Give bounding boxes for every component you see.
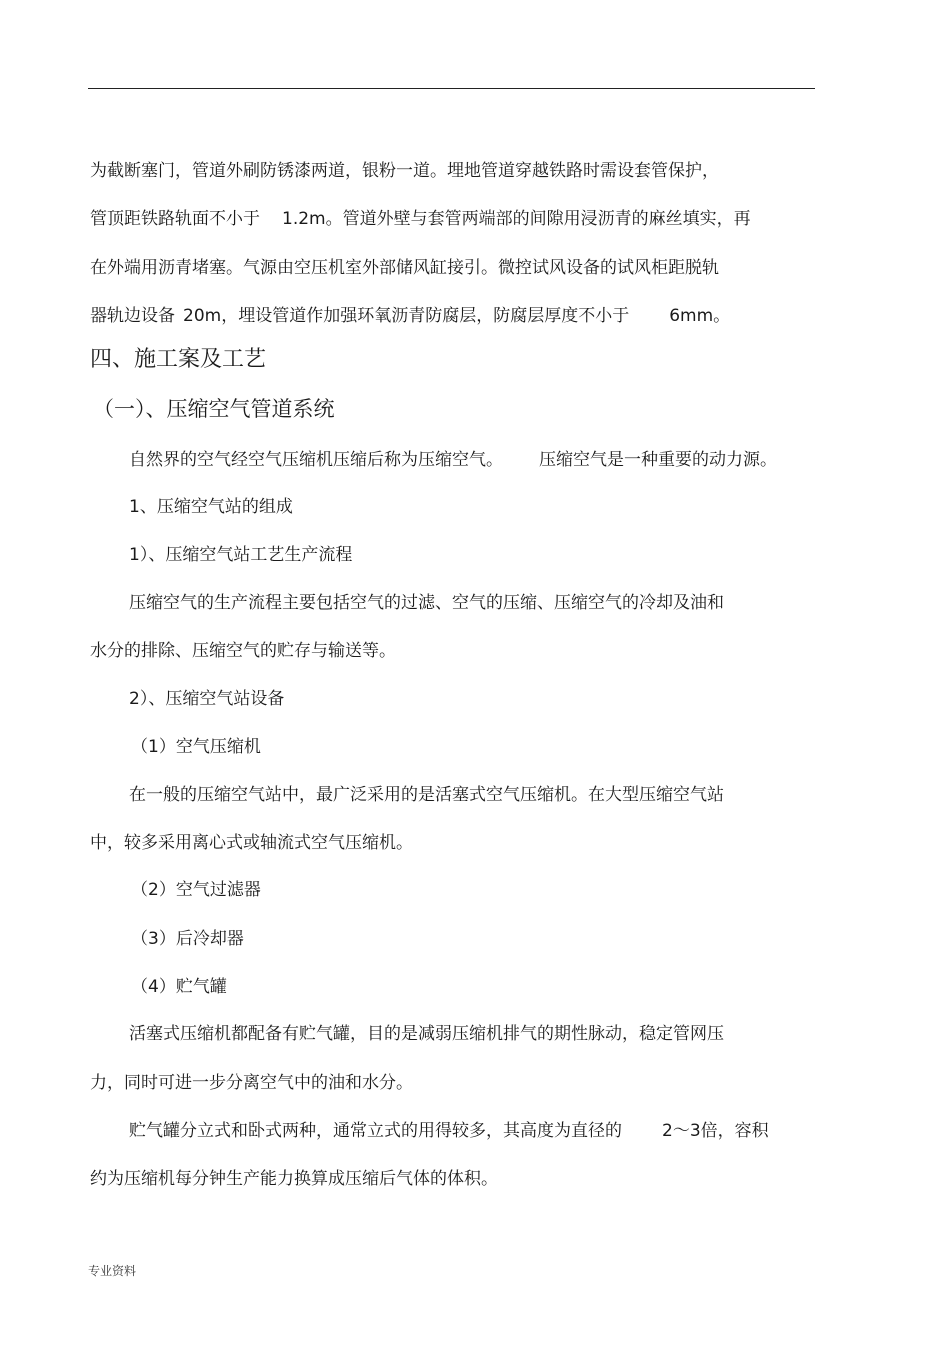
- page-footer: 专业资料: [88, 1264, 137, 1278]
- list-heading: 1、压缩空气站的组成: [129, 497, 293, 517]
- text-line: 管顶距铁路轨面不小于 1.2m。管道外壁与套管两端部的间隙用浸沥青的麻丝填实，再: [90, 209, 751, 229]
- list-item: （1）空气压缩机: [131, 737, 261, 757]
- paragraph-line: 在一般的压缩空气站中，最广泛采用的是活塞式空气压缩机。在大型压缩空气站: [129, 785, 724, 805]
- text-line: 为截断塞门，管道外刷防锈漆两道，银粉一道。埋地管道穿越铁路时需设套管保护，: [90, 161, 719, 181]
- list-heading: 1）、压缩空气站工艺生产流程: [129, 545, 353, 565]
- paragraph-line: 水分的排除、压缩空气的贮存与输送等。: [90, 641, 396, 661]
- list-item: （4）贮气罐: [131, 977, 227, 997]
- text-line: 器轨边设备 20m，埋设管道作加强环氧沥青防腐层，防腐层厚度不小于 6mm。: [90, 306, 731, 326]
- section-heading: 四、施工案及工艺: [90, 347, 267, 372]
- list-item: （3）后冷却器: [131, 929, 244, 949]
- paragraph-line: 自然界的空气经空气压缩机压缩后称为压缩空气。 压缩空气是一种重要的动力源。: [129, 450, 777, 470]
- paragraph-line: 贮气罐分立式和卧式两种，通常立式的用得较多，其高度为直径的 2～3倍，容积: [129, 1121, 769, 1141]
- paragraph-line: 活塞式压缩机都配备有贮气罐，目的是减弱压缩机排气的期性脉动，稳定管网压: [129, 1024, 724, 1044]
- list-item: （2）空气过滤器: [131, 880, 261, 900]
- subsection-heading: （一）、压缩空气管道系统: [93, 397, 335, 421]
- paragraph-line: 中，较多采用离心式或轴流式空气压缩机。: [90, 833, 413, 853]
- paragraph-line: 力，同时可进一步分离空气中的油和水分。: [90, 1073, 413, 1093]
- header-rule: [88, 88, 815, 89]
- paragraph-line: 约为压缩机每分钟生产能力换算成压缩后气体的体积。: [90, 1169, 498, 1189]
- text-line: 在外端用沥青堵塞。气源由空压机室外部储风缸接引。微控试风设备的试风柜距脱轨: [90, 258, 719, 278]
- paragraph-line: 压缩空气的生产流程主要包括空气的过滤、空气的压缩、压缩空气的冷却及油和: [129, 593, 724, 613]
- list-heading: 2）、压缩空气站设备: [129, 689, 285, 709]
